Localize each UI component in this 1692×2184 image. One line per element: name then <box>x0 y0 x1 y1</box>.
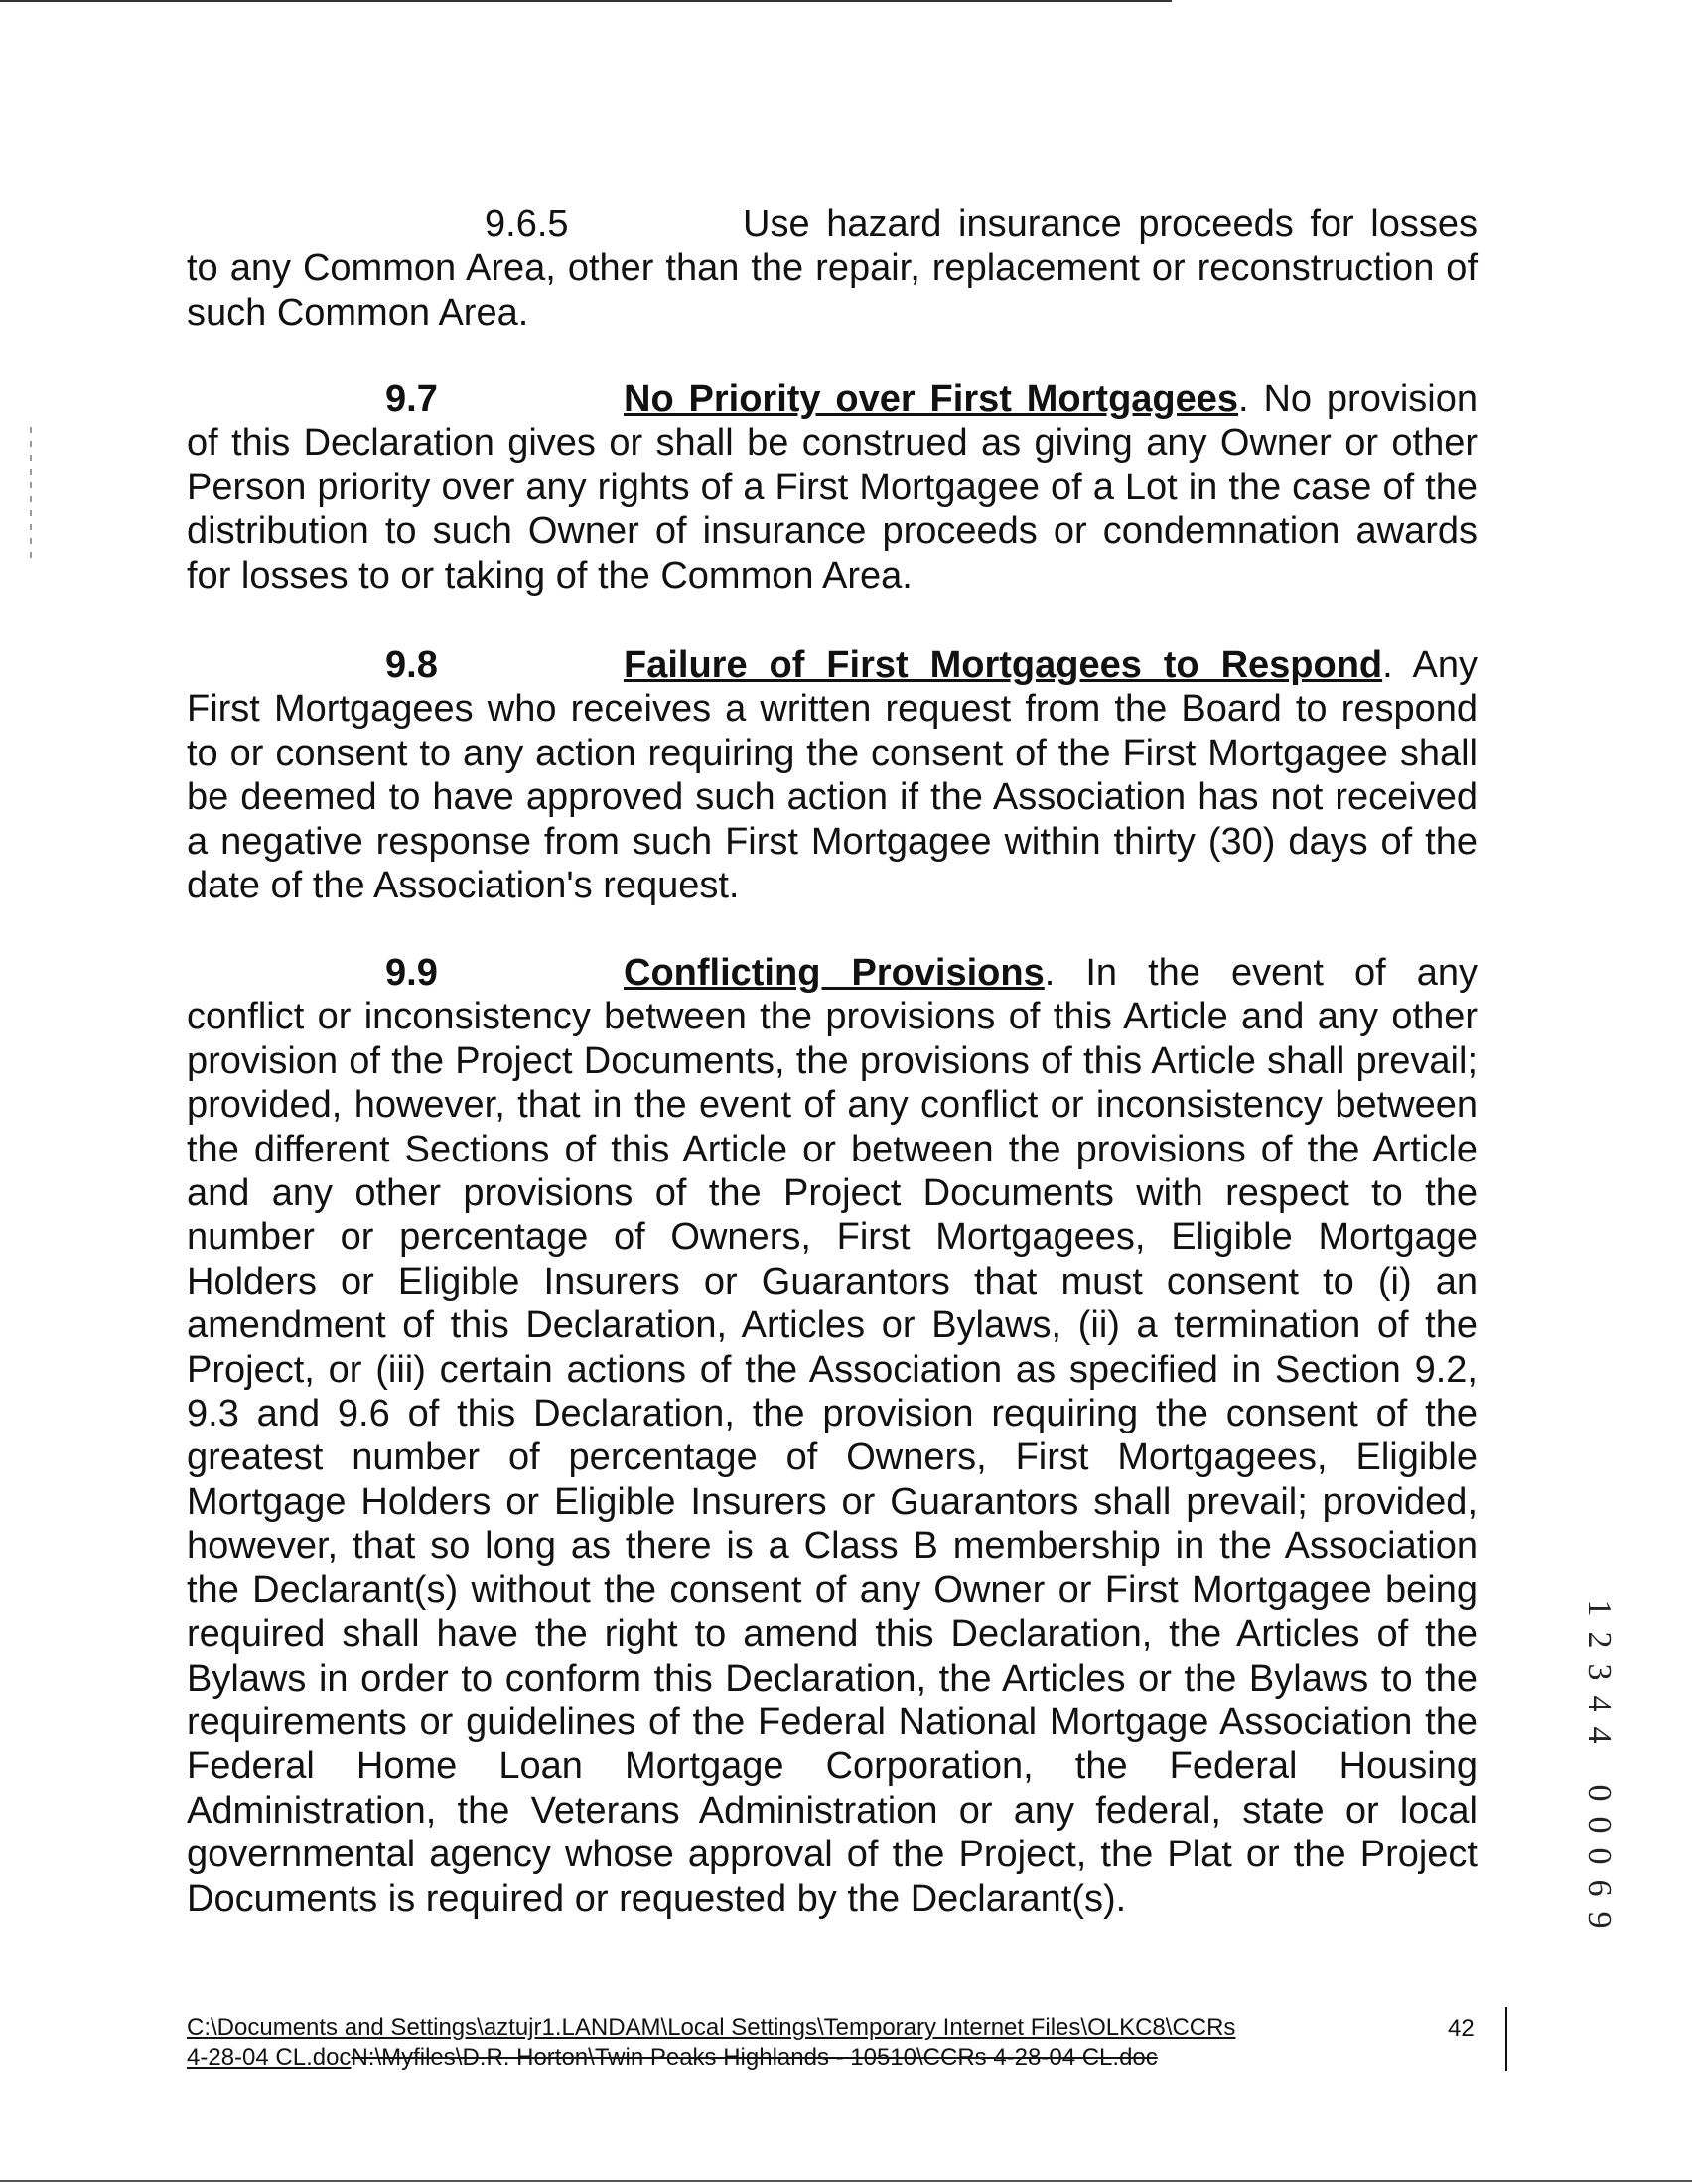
section-number: 9.9 <box>385 952 438 994</box>
side-stamp-text <box>1581 1592 1618 1936</box>
side-stamp-char: 4 <box>1581 1695 1618 1712</box>
section-number: 9.7 <box>385 378 438 420</box>
section-9-9 <box>187 951 1478 1921</box>
section-number: 9.6.5 <box>485 204 569 245</box>
side-stamp-char: 4 <box>1581 1726 1618 1744</box>
page-number: 42 <box>1448 2015 1475 2042</box>
side-stamp-char: 2 <box>1581 1631 1618 1649</box>
footer-path-struck: N:\Myfiles\D.R. Horton\Twin Peaks Highlands - 10510\CCRs 4-28-04 CL.doc <box>351 2044 1158 2071</box>
side-stamp-char: 0 <box>1581 1784 1618 1802</box>
side-stamp-char: 0 <box>1581 1816 1618 1834</box>
section-heading: Conflicting Provisions <box>624 952 1045 994</box>
footer-path-underlined: 4-28-04 CL.doc <box>187 2044 352 2071</box>
side-stamp-char: 1 <box>1581 1599 1618 1617</box>
scan-edge-marks <box>30 427 32 566</box>
section-9-7 <box>187 377 1478 598</box>
side-stamp-char: 0 <box>1581 1847 1618 1865</box>
section-text: . Any First Mortgagees who receives a written request from the Board to respond to or consent to any action requiring the consent of the First Mortgagee shall be deemed to have approved such action if the Association has not received a negative response from such First Mortgagee within thirty (30) days of the date of the Association's request. <box>187 644 1478 907</box>
section-9-6-5 <box>187 203 1478 335</box>
top-rule <box>0 0 1172 2</box>
section-number: 9.8 <box>385 644 438 686</box>
side-stamp <box>1581 1592 1618 1936</box>
section-heading: Failure of First Mortgagees to Respond <box>624 644 1383 686</box>
bottom-rule <box>0 2180 1692 2182</box>
section-text-first: Use hazard insurance proceeds for losses to <box>187 204 1478 290</box>
section-9-6-5-paragraph <box>187 203 1478 335</box>
section-9-7-paragraph <box>187 377 1478 598</box>
page-number-bar <box>1505 2007 1507 2071</box>
section-heading: No Priority over First Mortgagees <box>624 378 1239 420</box>
footer-path-line1: C:\Documents and Settings\aztujr1.LANDAM\Local Settings\Temporary Internet Files\OLKC8\CCRs <box>187 2014 1236 2041</box>
footer-path-line2 <box>187 2043 1478 2073</box>
section-9-8-paragraph <box>187 643 1478 907</box>
footer <box>187 2013 1478 2073</box>
section-9-9-paragraph <box>187 951 1478 1921</box>
side-stamp-char: 6 <box>1581 1879 1618 1897</box>
section-text-rest: any Common Area, other than the repair, replacement or reconstruction of such Common Area. <box>187 247 1479 334</box>
side-stamp-char: 3 <box>1581 1663 1618 1681</box>
section-9-8 <box>187 643 1478 907</box>
section-text: . In the event of any conflict or inconsistency between the provisions of this Article and any other provision of the Project Documents, the provisions of this Article shall prevail; provided, however, that in the event of any conflict or inconsistency between the different Sections of this Article or between the provisions of the Article and any other provisions of the Project Documents with respect to the number or percentage of Owners, First Mortgagees, Eligible Mortgage Holders or Eligible Insurers or Guarantors that must consent to (i) an amendment of this Declaration, Articles or Bylaws, (ii) a termination of the Project, or (iii) certain actions of the Association as specified in Section 9.2, 9.3 and 9.6 of this Declaration, the provision requiring the consent of the greatest number of percentage of Owners, First Mortgagees, Eligible Mortgage Holders or Eligible Insurers or Guarantors shall prevail; provided, however, that so long as there is a Class B membership in the Association the Declarant(s) without the consent of any Owner or First Mortgagee being required shall have the right to amend this Declaration, the Articles of the Bylaws in order to conform this Declaration, the Articles or the Bylaws to the requirements or guidelines of the Federal National Mortgage Association the Federal Home Loan Mortgage Corporation, the Federal Housing Administration, the Veterans Administration or any federal, state or local governmental agency whose approval of the Project, the Plat or the Project Documents is required or requested by the Declarant(s). <box>187 952 1479 1920</box>
side-stamp-char <box>1586 1750 1612 1778</box>
section-text: . No provision of this Declaration gives or shall be construed as giving any Owner or other Person priority over any rights of a First Mortgagee of a Lot in the case of the distribution to such Owner of insurance proceeds or condemnation awards for losses to or taking of the Common Area. <box>187 378 1478 597</box>
side-stamp-char: 9 <box>1581 1911 1618 1929</box>
